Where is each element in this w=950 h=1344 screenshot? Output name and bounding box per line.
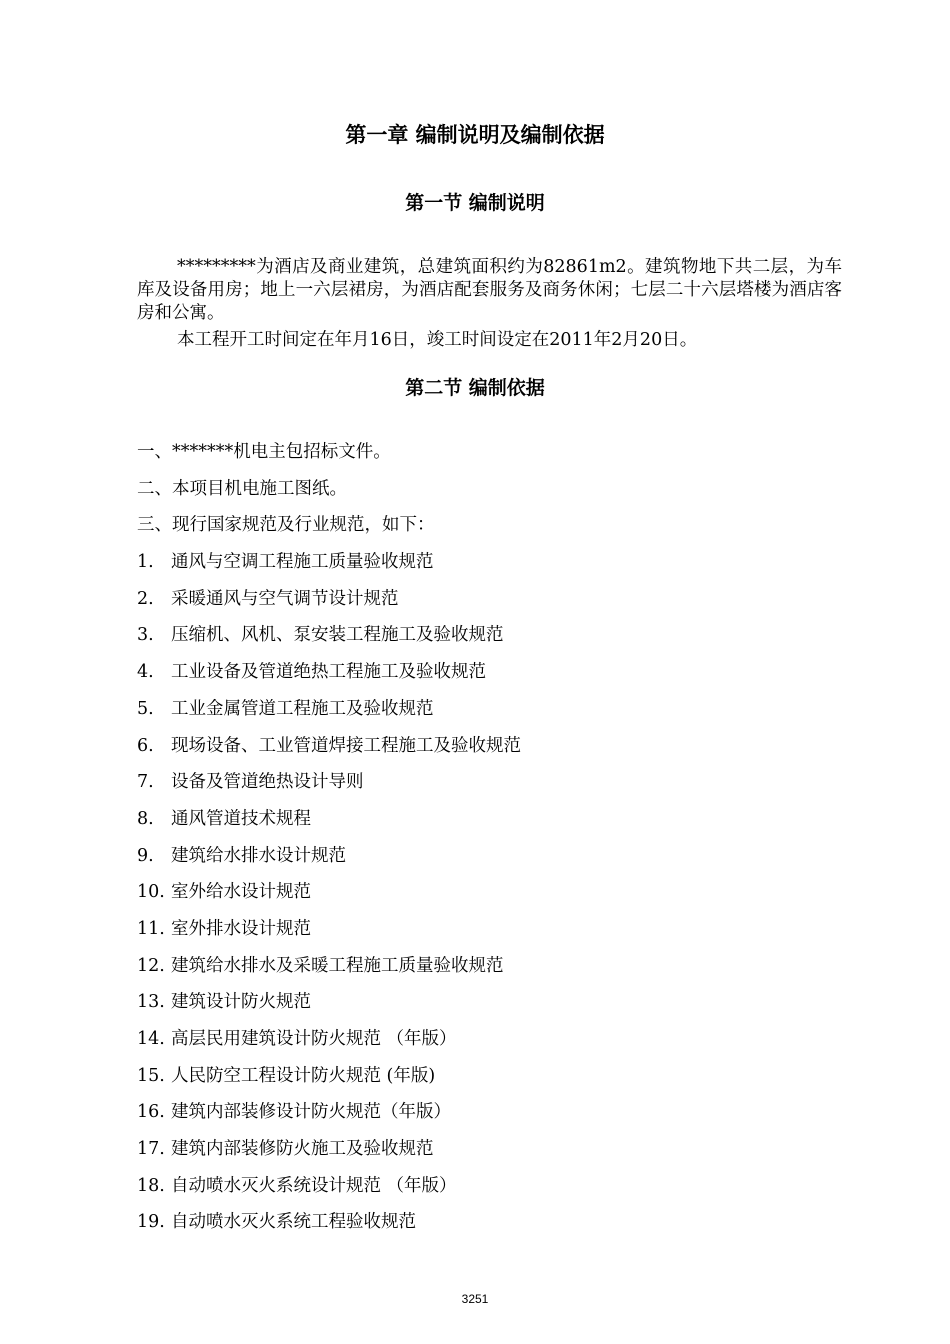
standard-item xyxy=(137,1135,842,1172)
page-number: 3251 xyxy=(461,1292,489,1306)
standard-title: 建筑内部装修防火施工及验收规范 xyxy=(171,1139,434,1160)
chapter-title: 第一章 编制说明及编制依据 xyxy=(345,123,605,147)
standard-item xyxy=(137,658,842,695)
standard-item xyxy=(137,548,842,585)
standard-title: 自动喷水灭火系统设计规范 （年版） xyxy=(171,1175,457,1196)
standard-title: 通风与空调工程施工质量验收规范 xyxy=(171,552,434,573)
standard-number: 7. xyxy=(137,772,154,793)
standard-title: 建筑设计防火规范 xyxy=(171,992,311,1013)
standard-title: 工业设备及管道绝热工程施工及验收规范 xyxy=(171,662,486,683)
standard-number: 15. xyxy=(137,1065,165,1086)
standard-number: 3. xyxy=(137,625,154,646)
standard-title: 通风管道技术规程 xyxy=(171,808,311,829)
standard-number: 17. xyxy=(137,1139,165,1160)
standard-number: 2. xyxy=(137,588,154,609)
standard-number: 1. xyxy=(137,552,154,573)
standard-item xyxy=(137,695,842,732)
basis-item: 三、现行国家规范及行业规范，如下： xyxy=(137,515,435,536)
standard-title: 采暖通风与空气调节设计规范 xyxy=(171,588,399,609)
basis-list xyxy=(137,438,842,1245)
standard-title: 人民防空工程设计防火规范 (年版) xyxy=(171,1065,436,1086)
standard-item xyxy=(137,768,842,805)
standard-title: 建筑给水排水及采暖工程施工质量验收规范 xyxy=(171,955,504,976)
basis-item: 一、*******机电主包招标文件。 xyxy=(137,442,391,462)
project-description-paragraph: *********为酒店及商业建筑，总建筑面积约为82861m2。建筑物地下共二层，为车库及设备用房；地上一六层裙房，为酒店配套服务及商务休闲；七层二十六层塔楼为酒店客房和公寓。 xyxy=(137,257,842,323)
standard-item xyxy=(137,952,842,989)
standard-number: 12. xyxy=(137,955,165,976)
standard-title: 建筑内部装修设计防火规范（年版） xyxy=(171,1102,451,1123)
standard-item xyxy=(137,1098,842,1135)
standard-item xyxy=(137,915,842,952)
section-title-description: 第一节 编制说明 xyxy=(405,192,545,214)
standard-number: 9. xyxy=(137,845,154,866)
standard-item xyxy=(137,988,842,1025)
standard-title: 建筑给水排水设计规范 xyxy=(171,845,346,866)
standard-number: 4. xyxy=(137,662,154,683)
standard-item xyxy=(137,1208,842,1245)
standard-title: 室外给水设计规范 xyxy=(171,882,311,903)
standard-number: 19. xyxy=(137,1212,165,1233)
standard-number: 18. xyxy=(137,1175,165,1196)
standard-title: 设备及管道绝热设计导则 xyxy=(171,772,364,793)
standard-item xyxy=(137,842,842,879)
standard-number: 11. xyxy=(137,918,165,939)
standard-item xyxy=(137,1025,842,1062)
standard-item xyxy=(137,805,842,842)
standard-title: 高层民用建筑设计防火规范 （年版） xyxy=(171,1029,457,1049)
standard-item xyxy=(137,621,842,658)
standard-title: 压缩机、风机、泵安装工程施工及验收规范 xyxy=(171,625,504,646)
section-title-basis: 第二节 编制依据 xyxy=(405,377,545,399)
standard-number: 16. xyxy=(137,1102,165,1123)
standard-title: 自动喷水灭火系统工程验收规范 xyxy=(171,1212,416,1233)
standard-item xyxy=(137,1062,842,1099)
standard-number: 5. xyxy=(137,698,154,719)
standard-item xyxy=(137,585,842,622)
standard-item xyxy=(137,878,842,915)
standard-item xyxy=(137,732,842,769)
schedule-paragraph: 本工程开工时间定在年月16日，竣工时间设定在2011年2月20日。 xyxy=(177,330,698,350)
standard-title: 现场设备、工业管道焊接工程施工及验收规范 xyxy=(171,735,521,756)
standard-item xyxy=(137,1172,842,1209)
standard-title: 室外排水设计规范 xyxy=(171,918,311,939)
standard-number: 10. xyxy=(137,882,165,903)
standard-number: 13. xyxy=(137,992,165,1013)
standard-number: 14. xyxy=(137,1029,165,1049)
standard-number: 8. xyxy=(137,808,154,829)
standard-title: 工业金属管道工程施工及验收规范 xyxy=(171,698,434,719)
standard-number: 6. xyxy=(137,735,154,756)
basis-item: 二、本项目机电施工图纸。 xyxy=(137,478,347,499)
